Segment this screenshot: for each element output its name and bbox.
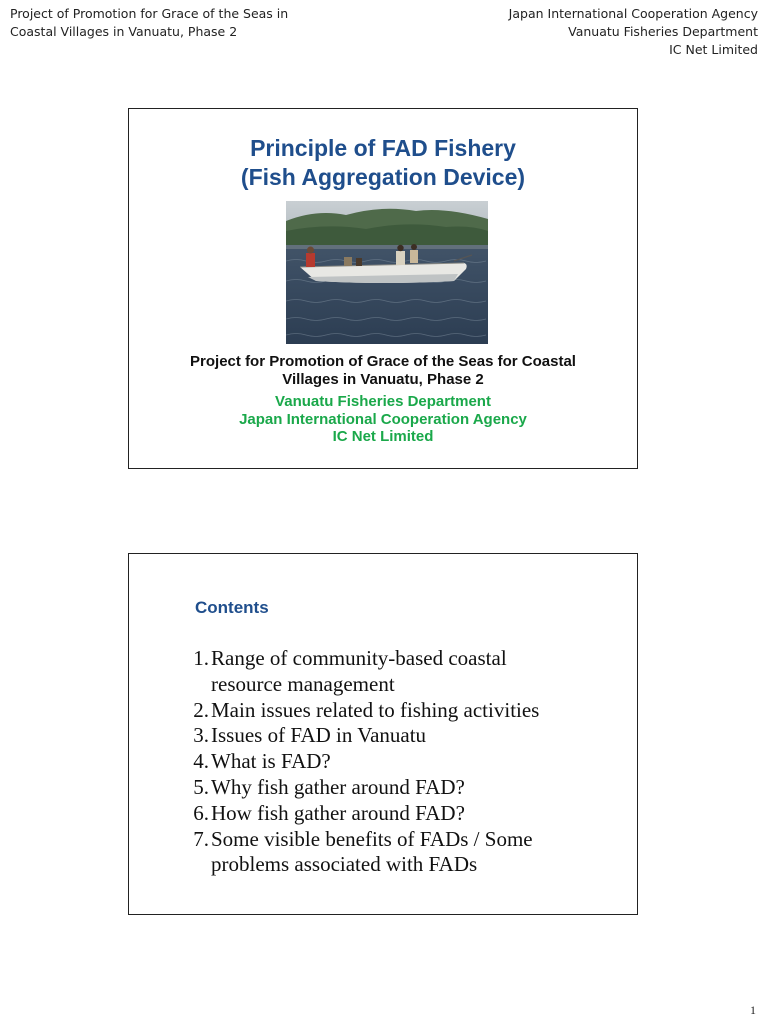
list-item xyxy=(187,723,539,749)
contents-list xyxy=(187,646,539,878)
item-number: 6. xyxy=(193,800,209,825)
organizations xyxy=(129,393,637,446)
list-item xyxy=(187,775,539,801)
header-left-line: Coastal Villages in Vanuatu, Phase 2 xyxy=(10,24,238,39)
project-name-line: Villages in Vanuatu, Phase 2 xyxy=(282,371,484,388)
project-name-line: Project for Promotion of Grace of the Seas for Coastal xyxy=(190,353,576,370)
header-left xyxy=(10,5,288,41)
item-text: problems associated with FADs xyxy=(211,852,478,877)
header-right-line: IC Net Limited xyxy=(669,42,758,57)
item-text: Main issues related to fishing activities xyxy=(211,697,540,722)
list-item xyxy=(187,827,539,879)
item-text: How fish gather around FAD? xyxy=(211,800,465,825)
fishing-boat-photo xyxy=(286,201,488,344)
list-item xyxy=(187,698,539,724)
title-slide xyxy=(128,108,638,469)
item-text: Some visible benefits of FADs / Some xyxy=(211,826,533,851)
header-left-line: Project of Promotion for Grace of the Seas in xyxy=(10,6,289,21)
organization-name: IC Net Limited xyxy=(332,428,434,445)
header-right-line: Vanuatu Fisheries Department xyxy=(568,24,758,39)
item-number: 5. xyxy=(193,774,209,799)
slide-title xyxy=(129,134,637,192)
item-text: What is FAD? xyxy=(211,749,331,774)
contents-heading: Contents xyxy=(195,598,269,617)
header-right xyxy=(509,5,758,59)
organization-name: Japan International Cooperation Agency xyxy=(239,410,527,428)
slide-title-line: Principle of FAD Fishery xyxy=(250,135,516,161)
list-item xyxy=(187,801,539,827)
item-number: 4. xyxy=(193,749,209,774)
organization-name: Vanuatu Fisheries Department xyxy=(275,393,491,410)
item-number: 7. xyxy=(193,826,209,851)
item-text: resource management xyxy=(211,671,395,696)
item-text: Range of community-based coastal xyxy=(211,646,507,670)
project-name xyxy=(129,353,637,389)
slide-title-line: (Fish Aggregation Device) xyxy=(240,164,526,190)
item-text: Issues of FAD in Vanuatu xyxy=(211,723,427,748)
page-number: 1 xyxy=(750,1003,756,1017)
item-text: Why fish gather around FAD? xyxy=(211,774,465,799)
header-right-line: Japan International Cooperation Agency xyxy=(508,6,758,21)
list-item xyxy=(187,749,539,775)
item-number: 1. xyxy=(193,646,209,670)
contents-slide xyxy=(128,553,638,915)
item-number: 2. xyxy=(193,697,209,722)
list-item xyxy=(187,646,539,698)
item-number: 3. xyxy=(193,723,209,748)
